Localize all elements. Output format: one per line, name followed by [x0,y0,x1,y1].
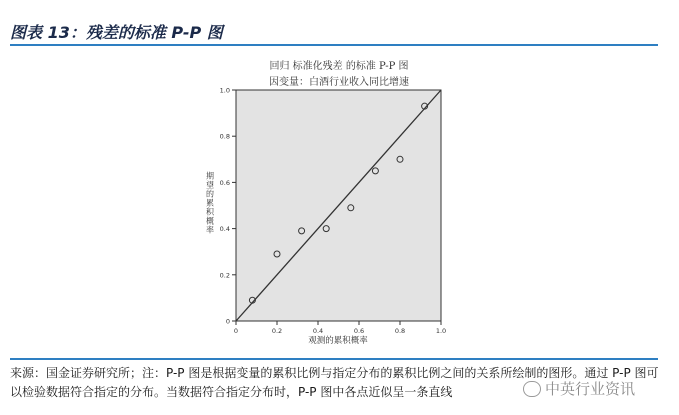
watermark-text: 中英行业资讯 [545,380,636,398]
y-axis-label-char: 积 [206,207,214,217]
watermark [523,378,635,399]
top-divider [10,44,658,46]
figure-title: 图表 13：残差的标准 P-P 图 [10,23,223,42]
y-axis-label-char: 的 [206,189,214,199]
chart-subtitle: 因变量：白酒行业收入同比增速 [269,77,409,88]
y-axis-label-char: 累 [206,198,214,208]
y-tick-label: 0 [225,317,230,326]
y-axis-label-char: 率 [206,225,214,235]
chart-canvas [196,49,482,346]
x-tick-label: 0.2 [271,327,283,335]
chart-title: 回归 标准化残差 的标准 P-P 图 [269,61,409,72]
y-tick-label: 0.6 [219,178,230,187]
x-tick-label: 1.0 [435,327,447,335]
x-tick-label: 0.8 [394,327,406,335]
y-tick-label: 0.2 [219,271,230,280]
source-note: 来源：国金证券研究所；注：P-P 图是根据变量的累积比例与指定分布的累积比例之间的关系所绘制的图形。通过 P-P 图可以检验数据符合指定的分布。当数据符合指定分布时，P-P 图中各点近似呈一条直线 [10,366,659,399]
y-axis-label-char: 望 [206,180,214,190]
pp-plot-chart [196,49,482,346]
y-axis-label-char: 概 [206,216,214,226]
y-axis-label [206,171,215,235]
x-tick-label: 0 [233,327,239,335]
y-tick-label: 1.0 [219,86,230,95]
x-tick-label: 0.6 [353,327,365,335]
y-tick-label: 0.8 [219,132,230,141]
x-tick-label: 0.4 [312,327,324,335]
y-tick-label: 0.4 [219,225,230,234]
x-axis-label: 观测的累积概率 [308,336,368,346]
y-axis-label-char: 期 [206,171,214,181]
bottom-divider [10,358,658,360]
wechat-icon [523,381,541,397]
